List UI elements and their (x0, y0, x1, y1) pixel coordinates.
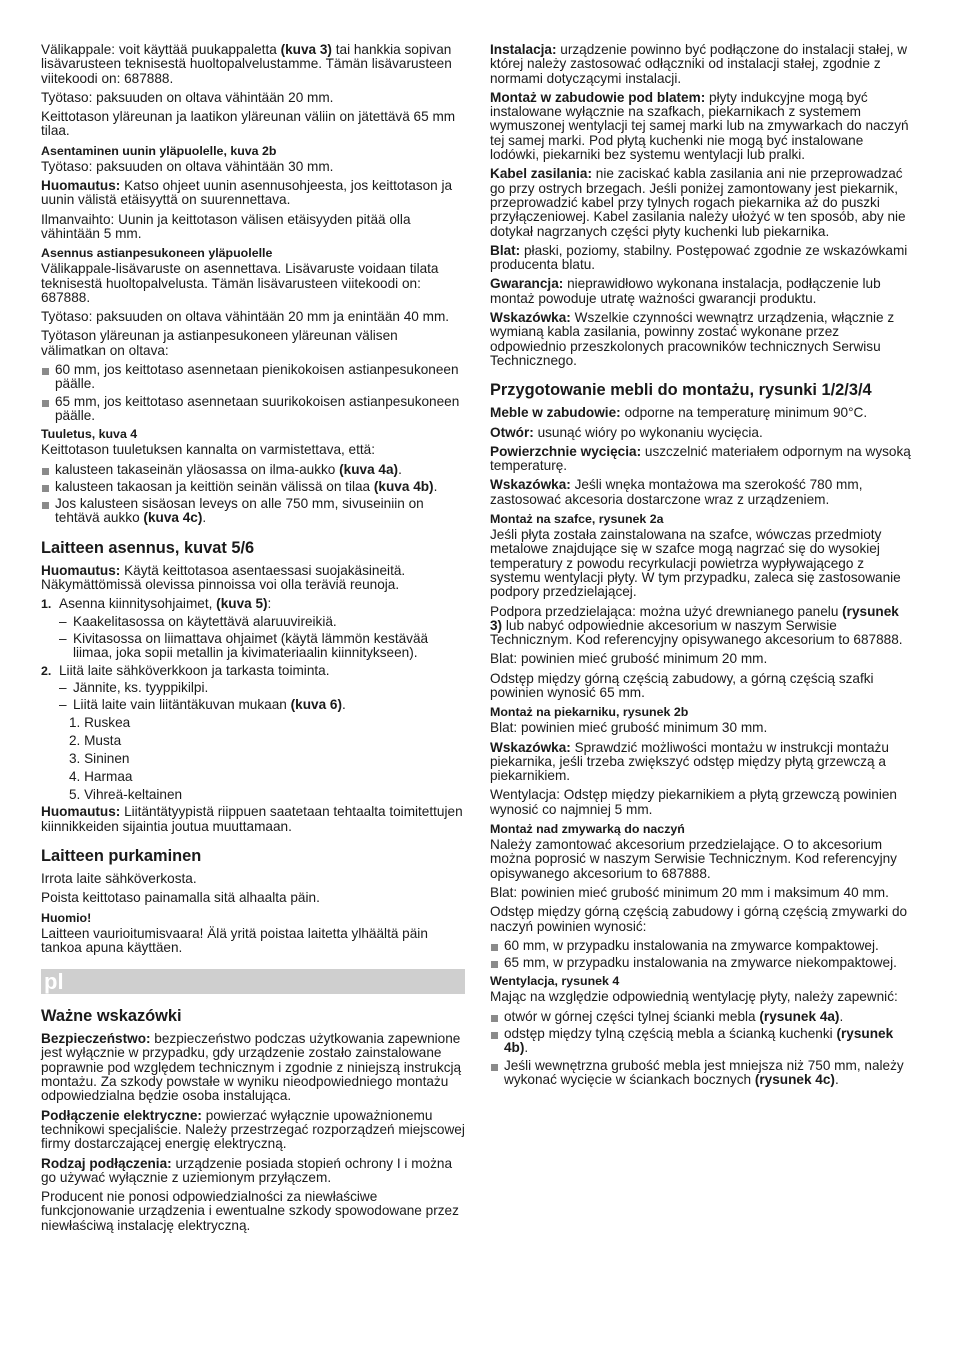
bullet-item: 65 mm, jos keittotaso asennetaan suurikokoisen astianpesukoneen päälle. (41, 395, 465, 424)
paragraph: Työtaso: paksuuden on oltava vähintään 30 mm. (41, 158, 334, 174)
paragraph: Työtaso: paksuuden on oltava vähintään 20 mm ja enintään 40 mm. (41, 309, 450, 325)
dash-item: – Jännite, ks. tyyppikilpi. (41, 681, 465, 695)
paragraph: Blat: powinien mieć grubość minimum 20 mm. (490, 651, 768, 667)
language-bar (41, 969, 465, 994)
section-heading: Montaż nad zmywarką do naczyń (490, 822, 685, 837)
paragraph: Keittotason tuuletuksen kannalta on varmistettava, että: (41, 442, 376, 458)
paragraph: Blat: powinien mieć grubość minimum 30 mm. (490, 720, 768, 736)
left-column (41, 43, 465, 1238)
bullet-item: odstęp między tylną częścią mebla a ścianką kuchenki (rysunek 4b). (490, 1027, 914, 1056)
section-heading: Montaż na piekarniku, rysunek 2b (490, 705, 689, 720)
paragraph: Välikappale: voit käyttää puukappaletta (kuva 3) tai hankkia sopivan lisävarusteen teknisestä huoltopalvelustamme. Tämän lisävarusteen viitekoodi on: 687888. (41, 42, 452, 86)
paragraph: Odstęp między górną częścią zabudowy i górną częścią zmywarki do naczyń powinien wynosić: (490, 904, 908, 934)
step-item: 2. Liitä laite sähköverkkoon ja tarkasta toiminta. (41, 662, 330, 678)
paragraph: Podpora przedzielająca: można użyć drewnianego panelu (rysunek 3) lub nabyć odpowiednie akcesorium w naszym Serwisie Technicznym. Kod referencyjny opisywanego akcesorium to 687888. (490, 603, 903, 648)
section-heading: Tuuletus, kuva 4 (41, 427, 138, 442)
paragraph: Välikappale-lisävaruste on asennettava. Lisävaruste voidaan tilata teknisestä huoltopalvelusta. Tämän lisävarusteen viitekoodi on: 687888. (41, 261, 439, 305)
wire-color-item: 3. Sininen (69, 751, 130, 767)
dash-item: – Kaakelitasossa on käytettävä alaruuvireikiä. (41, 615, 465, 629)
section-title: Laitteen asennus, kuvat 5/6 (41, 538, 255, 557)
section-heading: Montaż na szafce, rysunek 2a (490, 512, 664, 527)
bullet-item: Jos kalusteen sisäosan leveys on alle 750 mm, sivuseiniin on tehtävä aukko (kuva 4c). (41, 497, 465, 526)
paragraph: Mając na względzie odpowiednią wentylację płyty, należy zapewnić: (490, 989, 898, 1005)
paragraph: Poista keittotaso painamalla sitä alhaalta päin. (41, 890, 320, 906)
note-paragraph: Huomautus: Katso ohjeet uunin asennusohjeesta, jos keittotason ja uunin välistä etäisyyttä on suurennettava. (41, 178, 453, 208)
paragraph: Blat: powinien mieć grubość minimum 20 mm i maksimum 40 mm. (490, 884, 889, 900)
wire-color-item: 4. Harmaa (69, 769, 133, 785)
section-heading: Asentaminen uunin yläpuolelle, kuva 2b (41, 143, 277, 158)
bullet-item: 65 mm, w przypadku instalowania na zmywarce niekompaktowej. (490, 956, 914, 970)
bullet-item: otwór w górnej części tylnej ścianki mebla (rysunek 4a). (490, 1010, 914, 1024)
paragraph: Laitteen vaurioitumisvaara! Älä yritä poistaa laitetta ylhäältä päin tankoa apuna käyttäen. (41, 925, 428, 955)
paragraph: Ilmanvaihto: Uunin ja keittotason välisen etäisyyden pitää olla vähintään 5 mm. (41, 211, 411, 241)
paragraph: Wentylacja: Odstęp między piekarnikiem a płytą grzewczą powinien wynosić co najmniej 5 mm. (490, 787, 897, 817)
language-code: pl (44, 969, 64, 995)
warning-heading: Huomio! (41, 910, 92, 925)
paragraph: Otwór: usunąć wióry po wykonaniu wycięcia. (490, 424, 763, 440)
paragraph: Powierzchnie wycięcia: uszczelnić materiałem odpornym na wysoką temperaturę. (490, 443, 911, 474)
section-title: Przygotowanie mebli do montażu, rysunki 1/2/3/4 (490, 381, 872, 400)
paragraph: Jeśli płyta została zainstalowana na szafce, wówczas przedmioty metalowe znajdujące się w szafce mogą nagrzać się do wysokiej temperatury z powodu recyrkulacji powietrza wypływającego z systemu wentylacji płyty. W tym przypadku, zaleca się zastosowanie podpory przedzielającej. (490, 527, 901, 600)
bullet-item: kalusteen takaseinän yläosassa on ilma-aukko (kuva 4a). (41, 463, 465, 477)
dash-item: – Liitä laite vain liitäntäkuvan mukaan (kuva 6). (41, 698, 465, 712)
bullet-item: kalusteen takaosan ja keittiön seinän välissä on tilaa (kuva 4b). (41, 480, 465, 494)
paragraph: Należy zamontować akcesorium przedzielające. O to akcesorium można poprosić w naszym Serwisie Technicznym. Kod referencyjny opisywanego akcesorium to 687888. (490, 837, 897, 881)
right-column (490, 43, 914, 1090)
paragraph: Työtaso: paksuuden on oltava vähintään 20 mm. (41, 89, 334, 105)
bullet-item: Jeśli wewnętrzna grubość mebla jest mniejsza niż 750 mm, należy wykonać wycięcie w ściankach bocznych (rysunek 4c). (490, 1059, 914, 1088)
section-heading: Asennus astianpesukoneen yläpuolelle (41, 246, 273, 261)
paragraph: Wskazówka: Sprawdzić możliwości montażu w instrukcji montażu piekarnika, jeśli trzeba zwiększyć odstęp między płytą grzewczą a piekarnikiem. (490, 739, 889, 784)
section-title: Ważne wskazówki (41, 1007, 182, 1026)
note-paragraph: Huomautus: Liitäntätyypistä riippuen saatetaan tehtaalta toimitettujen kiinnikkeiden sijaintia joutua muuttamaan. (41, 804, 463, 834)
paragraph: Instalacja: urządzenie powinno być podłączone do instalacji stałej, w której należy zastosować odłączniki od instalacji stałej, zgodnie z normami dotyczącymi instalacji. (490, 42, 908, 86)
paragraph: Keittotason yläreunan ja laatikon yläreunan väliin on jätettävä 65 mm tilaa. (41, 109, 456, 139)
paragraph: Wskazówka: Jeśli wnęka montażowa ma szerokość 780 mm, zastosować akcesoria dostarczone wraz z urządzeniem. (490, 477, 863, 507)
paragraph: Rodzaj podłączenia: urządzenie posiada stopień ochrony I i można go używać wyłącznie z uziemionym przyłączem. (41, 1155, 453, 1185)
paragraph: Irrota laite sähköverkosta. (41, 870, 197, 886)
paragraph: Kabel zasilania: nie zaciskać kabla zasilania ani nie przeprowadzać go przy ostrych brzegach. Jeśli poniżej zamontowany jest piekarnik, przeprowadzić kabel przy tylnych rogach piekarnika aż do puszki przyłączeniowej. Kabel zasilania należy ułożyć w ten sposób, aby nie dotykał nagrzanych części płyty kuchenki lub piekarnika. (490, 166, 906, 239)
section-title: Laitteen purkaminen (41, 846, 202, 865)
wire-color-item: 2. Musta (69, 733, 122, 749)
dash-item: – Kivitasossa on liimattava ohjaimet (käytä lämmön kestävää liimaa, joka sopii metallin ja kivimateriaalin kiinnitykseen). (41, 632, 465, 661)
note-paragraph: Huomautus: Käytä keittotasoa asentaessasi suojakäsineitä. Näkymättömissä olevissa pinnoissa voi olla teräviä reunoja. (41, 562, 406, 593)
paragraph: Montaż w zabudowie pod blatem: płyty indukcyjne mogą być instalowane wyłącznie na szafkach, piekarnikach z systemem wymuszonej wentylacji tej samej marki lub na zmywarkach do naczyń tej samej marki. Pod płytą kuchenki nie mogą być instalowane lodówki, piekarniki bez systemu wentylacji lub pralki. (490, 89, 909, 163)
bullet-item: 60 mm, w przypadku instalowania na zmywarce kompaktowej. (490, 939, 914, 953)
paragraph: Bezpieczeństwo: bezpieczeństwo podczas użytkowania zapewnione jest wyłącznie w przypadku, gdy urządzenie zostało zainstalowane poprawnie pod względem technicznym i zgodnie z niniejszą instrukcją montażu. Za szkody powstałe w wyniku nieodpowiedniego montażu odpowiedzialna będzie osoba instalująca. (41, 1031, 462, 1104)
wire-color-item: 1. Ruskea (69, 715, 131, 731)
bullet-item: 60 mm, jos keittotaso asennetaan pienikokoisen astianpesukoneen päälle. (41, 363, 465, 392)
paragraph: Odstęp między górną częścią zabudowy, a górną częścią szafki powinien wynosić 65 mm. (490, 670, 874, 700)
wire-color-item: 5. Vihreä-keltainen (69, 787, 183, 803)
paragraph: Blat: płaski, poziomy, stabilny. Postępować zgodnie ze wskazówkami producenta blatu. (490, 242, 908, 273)
paragraph: Meble w zabudowie: odporne na temperaturę minimum 90°C. (490, 405, 868, 421)
paragraph: Gwarancja: nieprawidłowo wykonana instalacja, podłączenie lub montaż powoduje utratę ważności gwarancji produktu. (490, 276, 881, 306)
paragraph: Producent nie ponosi odpowiedzialności za niewłaściwe funkcjonowanie urządzenia i ewentualne szkody spowodowane przez niewłaściwą instalację elektryczną. (41, 1189, 459, 1233)
step-item: 1. Asenna kiinnitysohjaimet, (kuva 5): (41, 596, 272, 612)
paragraph: Wskazówka: Wszelkie czynności wewnątrz urządzenia, włącznie z wymianą kabla zasilania, powinny zostać wykonane przez odpowiednio przeszkolonych pracowników technicznych Serwisu Technicznego. (490, 310, 895, 368)
section-heading: Wentylacja, rysunek 4 (490, 974, 620, 989)
paragraph: Työtason yläreunan ja astianpesukoneen yläreunan välisen välimatkan on oltava: (41, 328, 398, 358)
paragraph: Podłączenie elektryczne: powierzać wyłącznie upoważnionemu technikowi specjaliście. Należy przestrzegać rozporządzeń miejscowej firmy dostarczającej energię elektryczną. (41, 1107, 465, 1152)
